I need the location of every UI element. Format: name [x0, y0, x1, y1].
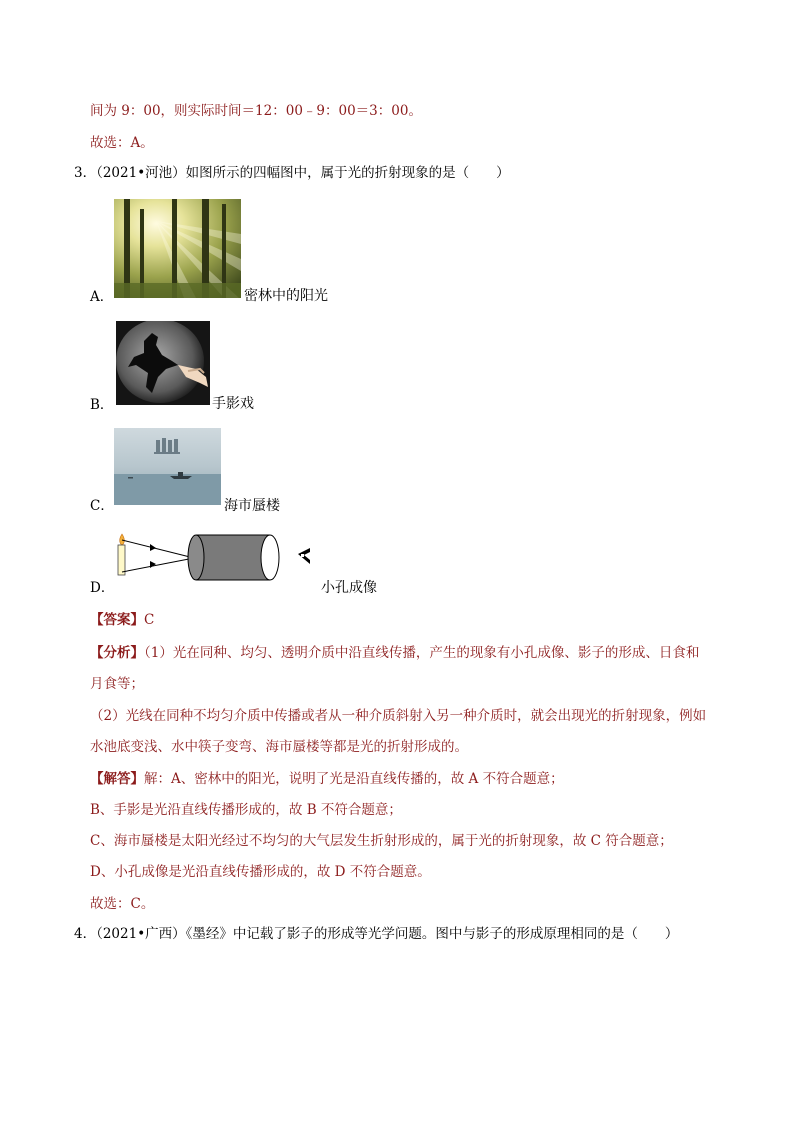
question-4-stem: 4．（2021•广西）《墨经》中记载了影子的形成等光学问题。图中与影子的形成原理相同的是（ ） — [74, 926, 679, 942]
option-b-caption: 手影戏 — [212, 396, 254, 412]
prev-answer-line: 间为 9：00，则实际时间＝12：00﹣9：00＝3：00。 — [90, 103, 422, 119]
solution-line-1 — [90, 769, 564, 789]
analysis-line-1 — [90, 643, 699, 663]
analysis-text-1: （1）光在同种、均匀、透明介质中沿直线传播，产生的现象有小孔成像、影子的形成、日食和 — [144, 645, 700, 661]
analysis-line-2: 月食等； — [90, 676, 144, 692]
analysis-line-3: （2）光线在同种不均匀介质中传播或者从一种介质斜射入另一种介质时，就会出现光的折射现象，例如 — [90, 708, 707, 724]
answer-value: C — [144, 612, 155, 628]
analysis-label: 【分析】 — [90, 645, 144, 661]
analysis-line-4: 水池底变浅、水中筷子变弯、海市蜃楼等都是光的折射形成的。 — [90, 739, 468, 755]
option-b-letter: B． — [90, 397, 114, 413]
solution-line-3: C、海市蜃楼是太阳光经过不均匀的大气层发生折射形成的，属于光的折射现象，故 C 符合题意； — [90, 833, 673, 849]
hand-shadow-photo — [116, 321, 210, 405]
answer-line — [90, 610, 154, 630]
option-c-letter: C． — [90, 498, 114, 514]
solution-text-1: 解：A、密林中的阳光，说明了光是沿直线传播的，故 A 不符合题意； — [144, 771, 564, 787]
prev-conclusion: 故选：A。 — [90, 135, 154, 151]
question-3-stem: 3．（2021•河池）如图所示的四幅图中，属于光的折射现象的是（ ） — [74, 165, 510, 181]
option-d-letter: D． — [90, 580, 115, 596]
conclusion: 故选：C。 — [90, 896, 155, 912]
mirage-photo — [114, 428, 221, 505]
option-d-caption: 小孔成像 — [321, 580, 377, 596]
option-a-letter: A． — [90, 289, 114, 305]
solution-line-4: D、小孔成像是光沿直线传播形成的，故 D 不符合题意。 — [90, 864, 431, 880]
pinhole-camera-diagram — [112, 532, 320, 582]
answer-label: 【答案】 — [90, 612, 144, 628]
option-c-caption: 海市蜃楼 — [224, 498, 280, 514]
solution-label: 【解答】 — [90, 771, 144, 787]
option-a-caption: 密林中的阳光 — [244, 288, 328, 304]
forest-sunbeams-photo — [114, 199, 241, 298]
solution-line-2: B、手影是光沿直线传播形成的，故 B 不符合题意； — [90, 802, 402, 818]
